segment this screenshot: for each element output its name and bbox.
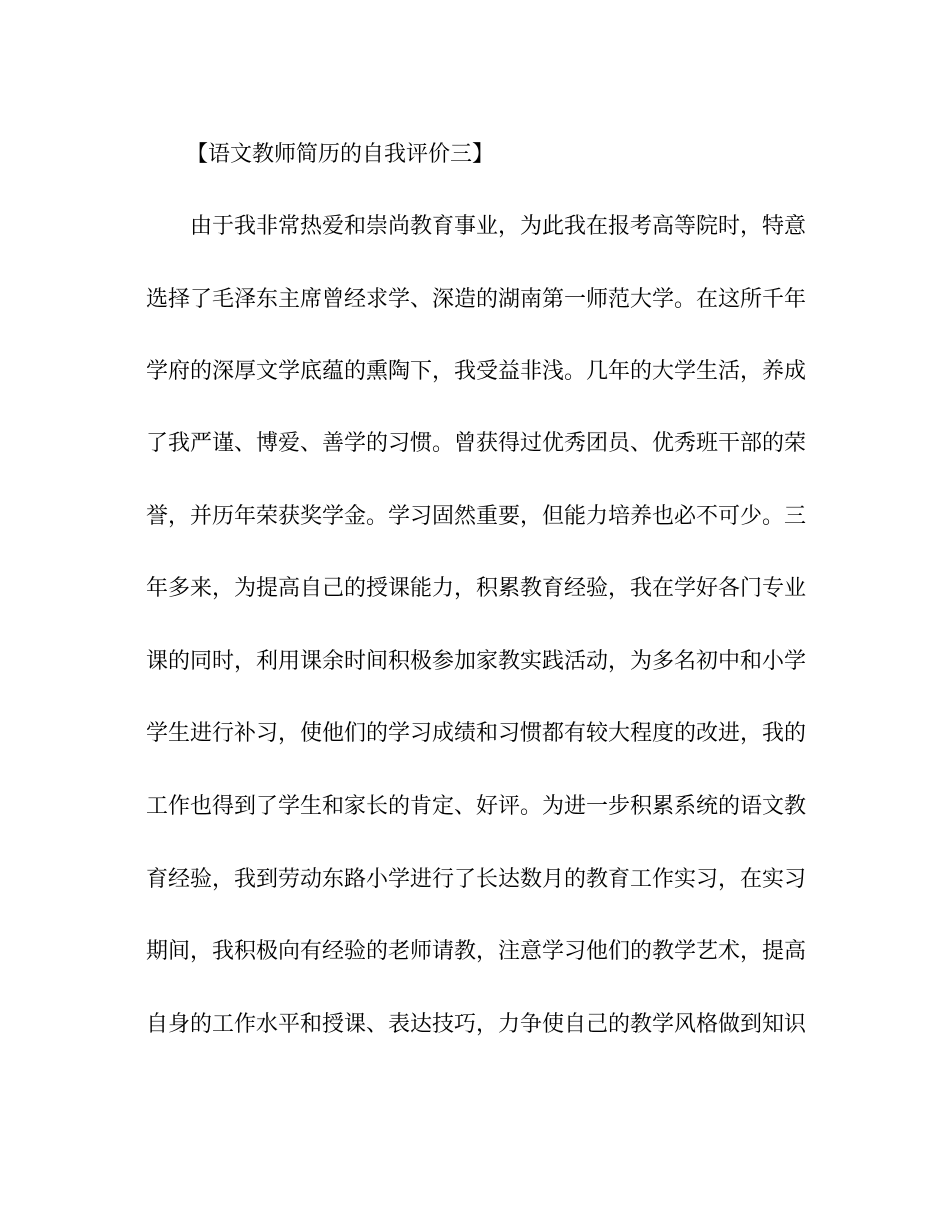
paragraph-line: 由于我非常热爱和崇尚教育事业，为此我在报考高等院时，特意 bbox=[190, 214, 807, 239]
paragraph-line: 期间，我积极向有经验的老师请教，注意学习他们的教学艺术，提高 bbox=[146, 939, 807, 964]
paragraph-line: 誉，并历年荣获奖学金。学习固然重要，但能力培养也必不可少。三 bbox=[146, 504, 807, 529]
paragraph-line: 工作也得到了学生和家长的肯定、好评。为进一步积累系统的语文教 bbox=[146, 794, 807, 819]
paragraph-line: 育经验，我到劳动东路小学进行了长达数月的教育工作实习，在实习 bbox=[146, 867, 807, 892]
paragraph-line: 了我严谨、博爱、善学的习惯。曾获得过优秀团员、优秀班干部的荣 bbox=[146, 431, 807, 456]
paragraph-line: 选择了毛泽东主席曾经求学、深造的湖南第一师范大学。在这所千年 bbox=[146, 287, 807, 312]
paragraph-line: 学生进行补习，使他们的学习成绩和习惯都有较大程度的改进，我的 bbox=[146, 721, 807, 746]
paragraph-line: 课的同时，利用课余时间积极参加家教实践活动，为多名初中和小学 bbox=[146, 649, 807, 674]
section-heading: 【语文教师简历的自我评价三】 bbox=[186, 142, 495, 167]
paragraph-line: 学府的深厚文学底蕴的熏陶下，我受益非浅。几年的大学生活，养成 bbox=[146, 359, 807, 384]
paragraph-line: 自身的工作水平和授课、表达技巧，力争使自己的教学风格做到知识 bbox=[146, 1012, 807, 1037]
paragraph-line: 年多来，为提高自己的授课能力，积累教育经验，我在学好各门专业 bbox=[146, 576, 807, 601]
